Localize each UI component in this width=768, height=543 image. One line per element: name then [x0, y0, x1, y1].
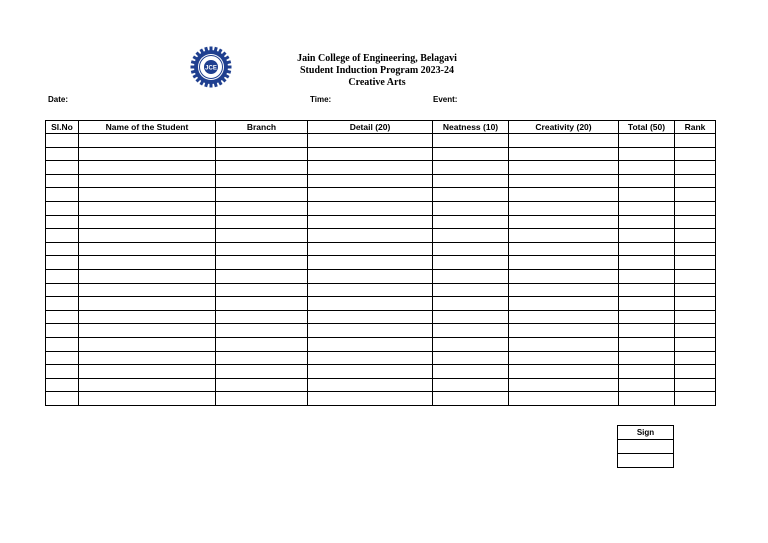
table-cell — [216, 283, 308, 297]
table-cell — [675, 147, 716, 161]
col-rank: Rank — [675, 121, 716, 134]
table-cell — [216, 297, 308, 311]
table-cell — [46, 242, 79, 256]
table-cell — [619, 147, 675, 161]
table-cell — [308, 147, 433, 161]
table-cell — [79, 269, 216, 283]
table-row — [46, 242, 716, 256]
table-cell — [433, 283, 509, 297]
table-cell — [675, 229, 716, 243]
college-name: Jain College of Engineering, Belagavi — [297, 53, 457, 64]
sign-row — [618, 454, 674, 468]
table-cell — [308, 161, 433, 175]
table-cell — [216, 229, 308, 243]
table-cell — [509, 310, 619, 324]
table-row — [46, 134, 716, 148]
table-cell — [675, 365, 716, 379]
table-cell — [675, 337, 716, 351]
table-cell — [509, 337, 619, 351]
table-cell — [675, 310, 716, 324]
table-cell — [46, 188, 79, 202]
table-cell — [509, 297, 619, 311]
table-cell — [675, 161, 716, 175]
table-cell — [308, 378, 433, 392]
table-cell — [216, 147, 308, 161]
table-cell — [675, 215, 716, 229]
table-cell — [675, 269, 716, 283]
table-cell — [79, 242, 216, 256]
table-cell — [216, 161, 308, 175]
table-row — [46, 337, 716, 351]
table-cell — [619, 215, 675, 229]
table-cell — [619, 310, 675, 324]
table-cell — [509, 201, 619, 215]
table-cell — [619, 351, 675, 365]
table-cell — [79, 229, 216, 243]
table-cell — [433, 297, 509, 311]
table-row — [46, 310, 716, 324]
table-cell — [675, 392, 716, 406]
table-cell — [509, 174, 619, 188]
table-cell — [79, 215, 216, 229]
table-cell — [308, 256, 433, 270]
table-cell — [509, 351, 619, 365]
table-row — [46, 174, 716, 188]
table-cell — [433, 215, 509, 229]
table-cell — [216, 201, 308, 215]
table-cell — [675, 297, 716, 311]
sign-table — [617, 425, 674, 468]
table-cell — [619, 378, 675, 392]
table-cell — [308, 297, 433, 311]
table-cell — [675, 324, 716, 338]
table-cell — [46, 378, 79, 392]
event-category: Creative Arts — [348, 77, 406, 88]
table-cell — [509, 324, 619, 338]
table-cell — [308, 201, 433, 215]
table-cell — [433, 269, 509, 283]
table-cell — [79, 174, 216, 188]
table-row — [46, 215, 716, 229]
table-cell — [619, 201, 675, 215]
table-cell — [619, 134, 675, 148]
table-cell — [509, 392, 619, 406]
table-cell — [619, 188, 675, 202]
table-cell — [619, 283, 675, 297]
table-cell — [79, 134, 216, 148]
table-cell — [509, 378, 619, 392]
sign-row — [618, 440, 674, 454]
table-cell — [308, 310, 433, 324]
table-row — [46, 229, 716, 243]
table-cell — [308, 392, 433, 406]
table-cell — [675, 201, 716, 215]
table-cell — [509, 242, 619, 256]
table-cell — [433, 147, 509, 161]
table-cell — [433, 174, 509, 188]
table-cell — [46, 324, 79, 338]
table-cell — [675, 134, 716, 148]
table-cell — [216, 242, 308, 256]
table-cell — [433, 378, 509, 392]
table-cell — [509, 134, 619, 148]
table-cell — [619, 297, 675, 311]
table-cell — [619, 324, 675, 338]
table-cell — [308, 229, 433, 243]
table-cell — [509, 269, 619, 283]
col-total: Total (50) — [619, 121, 675, 134]
evaluation-table — [45, 120, 716, 406]
sign-cell — [618, 440, 674, 454]
table-cell — [433, 365, 509, 379]
col-sl-no: Sl.No — [46, 121, 79, 134]
table-cell — [509, 188, 619, 202]
logo-text: JCE — [205, 65, 217, 72]
table-cell — [619, 365, 675, 379]
table-cell — [433, 188, 509, 202]
table-cell — [308, 134, 433, 148]
col-creativity: Creativity (20) — [509, 121, 619, 134]
table-cell — [79, 337, 216, 351]
col-neatness: Neatness (10) — [433, 121, 509, 134]
program-name: Student Induction Program 2023-24 — [300, 65, 454, 76]
table-row — [46, 161, 716, 175]
table-cell — [433, 337, 509, 351]
sign-cell — [618, 454, 674, 468]
table-cell — [619, 256, 675, 270]
table-row — [46, 392, 716, 406]
table-cell — [308, 337, 433, 351]
table-cell — [46, 147, 79, 161]
sign-header: Sign — [618, 426, 674, 440]
table-cell — [46, 134, 79, 148]
table-cell — [433, 201, 509, 215]
table-cell — [308, 324, 433, 338]
table-cell — [46, 229, 79, 243]
document-header — [262, 53, 492, 89]
table-cell — [433, 256, 509, 270]
table-cell — [509, 161, 619, 175]
table-cell — [675, 351, 716, 365]
table-cell — [46, 351, 79, 365]
table-cell — [79, 256, 216, 270]
table-cell — [79, 324, 216, 338]
table-cell — [675, 174, 716, 188]
table-cell — [216, 215, 308, 229]
table-cell — [433, 324, 509, 338]
table-cell — [46, 365, 79, 379]
table-cell — [216, 269, 308, 283]
table-cell — [216, 310, 308, 324]
table-cell — [433, 310, 509, 324]
sign-table-body — [618, 440, 674, 468]
event-label: Event: — [433, 95, 458, 104]
table-cell — [79, 283, 216, 297]
col-branch: Branch — [216, 121, 308, 134]
table-cell — [46, 215, 79, 229]
table-cell — [216, 351, 308, 365]
table-cell — [308, 365, 433, 379]
table-cell — [79, 297, 216, 311]
table-cell — [46, 201, 79, 215]
table-cell — [216, 378, 308, 392]
table-cell — [433, 242, 509, 256]
table-cell — [46, 310, 79, 324]
table-cell — [509, 147, 619, 161]
table-cell — [619, 161, 675, 175]
table-cell — [46, 161, 79, 175]
table-cell — [619, 392, 675, 406]
table-cell — [79, 365, 216, 379]
table-cell — [308, 174, 433, 188]
college-logo — [190, 46, 232, 88]
table-cell — [216, 188, 308, 202]
table-cell — [46, 283, 79, 297]
table-cell — [619, 242, 675, 256]
table-cell — [509, 215, 619, 229]
table-cell — [308, 269, 433, 283]
col-detail: Detail (20) — [308, 121, 433, 134]
table-cell — [46, 297, 79, 311]
table-cell — [79, 201, 216, 215]
table-cell — [79, 161, 216, 175]
table-cell — [46, 256, 79, 270]
table-cell — [675, 378, 716, 392]
table-cell — [433, 351, 509, 365]
table-row — [46, 269, 716, 283]
table-cell — [79, 188, 216, 202]
table-cell — [675, 188, 716, 202]
table-cell — [509, 283, 619, 297]
table-cell — [619, 337, 675, 351]
table-cell — [619, 229, 675, 243]
table-cell — [509, 256, 619, 270]
table-cell — [509, 229, 619, 243]
table-cell — [46, 392, 79, 406]
table-cell — [79, 392, 216, 406]
time-label: Time: — [310, 95, 332, 104]
table-cell — [46, 269, 79, 283]
table-cell — [216, 134, 308, 148]
table-cell — [433, 392, 509, 406]
table-row — [46, 201, 716, 215]
table-cell — [509, 365, 619, 379]
table-row — [46, 351, 716, 365]
table-row — [46, 297, 716, 311]
table-cell — [675, 256, 716, 270]
table-cell — [46, 174, 79, 188]
table-cell — [433, 161, 509, 175]
table-row — [46, 378, 716, 392]
table-row — [46, 324, 716, 338]
table-cell — [79, 351, 216, 365]
table-cell — [46, 337, 79, 351]
table-cell — [675, 283, 716, 297]
table-row — [46, 365, 716, 379]
table-cell — [79, 378, 216, 392]
table-row — [46, 256, 716, 270]
table-cell — [308, 351, 433, 365]
table-cell — [308, 283, 433, 297]
table-cell — [79, 147, 216, 161]
table-cell — [216, 365, 308, 379]
evaluation-table-body — [46, 134, 716, 406]
table-cell — [308, 188, 433, 202]
table-cell — [308, 215, 433, 229]
table-header-row — [46, 121, 716, 134]
table-cell — [216, 174, 308, 188]
table-cell — [79, 310, 216, 324]
table-cell — [433, 134, 509, 148]
table-cell — [433, 229, 509, 243]
table-cell — [216, 324, 308, 338]
table-cell — [619, 174, 675, 188]
table-cell — [216, 256, 308, 270]
table-row — [46, 147, 716, 161]
date-label: Date: — [48, 95, 69, 104]
table-cell — [216, 337, 308, 351]
table-row — [46, 283, 716, 297]
table-cell — [675, 242, 716, 256]
table-cell — [308, 242, 433, 256]
table-cell — [619, 269, 675, 283]
table-row — [46, 188, 716, 202]
col-student-name: Name of the Student — [79, 121, 216, 134]
table-cell — [216, 392, 308, 406]
